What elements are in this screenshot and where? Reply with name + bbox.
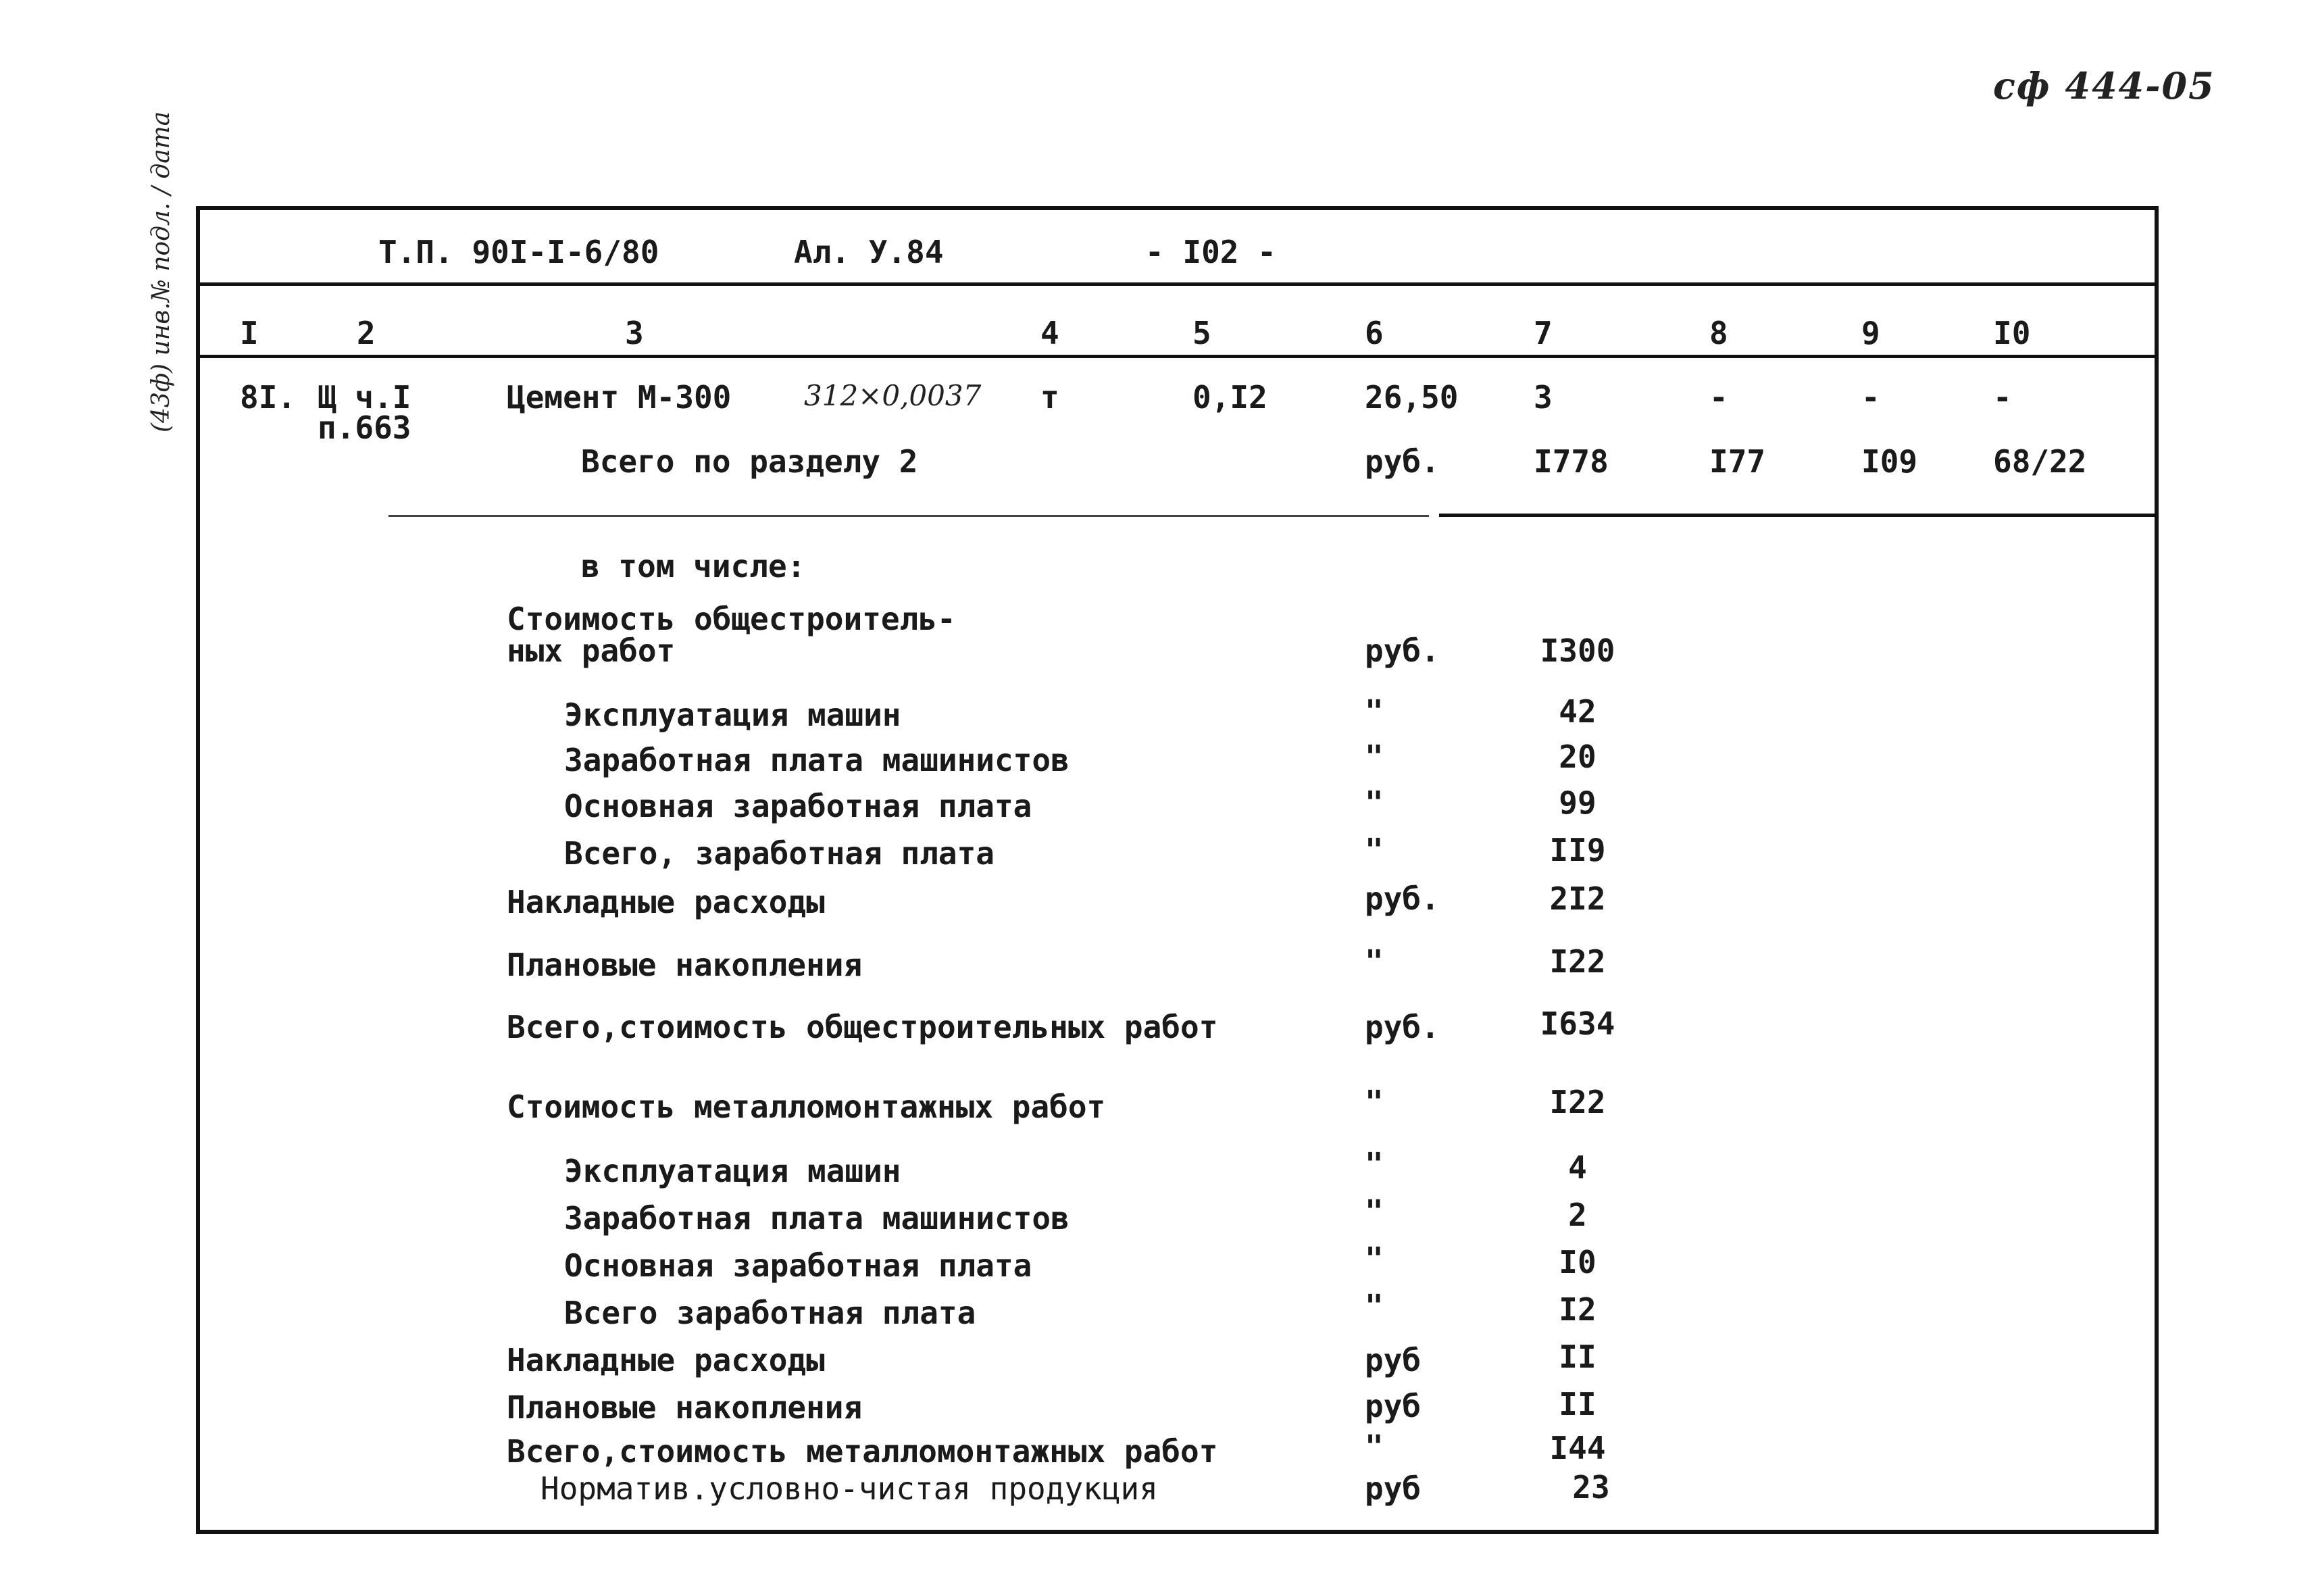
section-total-col10: 68/22 (1993, 443, 2087, 480)
breakdown-name: Заработная плата машинистов (564, 1200, 1070, 1237)
breakdown-unit: " (1365, 1146, 1384, 1182)
breakdown-name: Стоимость общестроитель- (507, 601, 956, 637)
project-number: Т.П. 90I-I-6/80 (378, 234, 659, 270)
breakdown-unit: руб. (1365, 1009, 1440, 1045)
breakdown-unit: руб. (1365, 632, 1440, 669)
item-price: 26,50 (1365, 379, 1459, 416)
breakdown-unit: " (1365, 1288, 1384, 1324)
breakdown-value: 2 (1568, 1197, 1587, 1233)
breakdown-name: Всего,стоимость общестроительных работ (507, 1009, 1218, 1045)
breakdown-name: Накладные расходы (507, 1342, 825, 1378)
column-header-7: 7 (1534, 315, 1553, 351)
breakdown-name: Эксплуатация машин (564, 697, 901, 733)
breakdown-unit: " (1365, 1241, 1384, 1277)
breakdown-value: I634 (1540, 1005, 1615, 1042)
norm-code-item: п.663 (318, 409, 411, 446)
breakdown-name-cont: ных работ (507, 632, 676, 669)
breakdown-value: I22 (1549, 943, 1606, 980)
column-header-divider (199, 355, 2155, 358)
handwritten-calculation: 312×0,0037 (804, 379, 982, 412)
breakdown-name: Норматив.условно-чистая продукция (540, 1470, 1158, 1507)
breakdown-value: I22 (1549, 1084, 1606, 1120)
breakdown-unit: " (1365, 1193, 1384, 1230)
breakdown-value: 2I2 (1549, 880, 1606, 917)
breakdown-name: Плановые накопления (507, 1389, 863, 1426)
item-col8: - (1709, 379, 1728, 416)
breakdown-unit: руб (1365, 1388, 1422, 1424)
breakdown-name: Стоимость металломонтажных работ (507, 1089, 1106, 1125)
side-inventory-note: (43ф) инв.№ подл. / дата (147, 111, 175, 432)
section-total-col8: I77 (1709, 443, 1766, 480)
row-number: 8I. (240, 379, 297, 416)
breakdown-unit: " (1365, 1428, 1384, 1465)
item-total: 3 (1534, 379, 1553, 416)
breakdown-title: в том числе: (581, 548, 806, 584)
breakdown-value: 4 (1568, 1149, 1587, 1186)
breakdown-value: I2 (1559, 1291, 1596, 1328)
breakdown-name: Всего, заработная плата (564, 835, 995, 872)
item-col9: - (1861, 379, 1880, 416)
norm-code: Щ ч.I (318, 379, 411, 416)
breakdown-value: II (1559, 1339, 1596, 1375)
column-header-1: I (240, 315, 259, 351)
breakdown-unit: " (1365, 693, 1384, 730)
column-header-9: 9 (1861, 315, 1880, 351)
breakdown-value: 42 (1559, 693, 1596, 730)
breakdown-value: 23 (1572, 1469, 1610, 1505)
item-unit: т (1040, 379, 1059, 416)
section-total-divider-right (1439, 514, 2155, 517)
breakdown-value: I300 (1540, 632, 1615, 669)
item-quantity: 0,I2 (1192, 379, 1267, 416)
breakdown-unit: руб. (1365, 880, 1440, 917)
item-name: Цемент М-300 (507, 379, 732, 416)
breakdown-value: II9 (1549, 832, 1606, 868)
breakdown-name: Эксплуатация машин (564, 1153, 901, 1189)
document-code: сф 444-05 (1993, 64, 2215, 107)
column-header-10: I0 (1993, 315, 2031, 351)
breakdown-value: 99 (1559, 784, 1596, 821)
album-number: Ал. У.84 (794, 234, 944, 270)
breakdown-name: Заработная плата машинистов (564, 742, 1070, 778)
section-total-col9: I09 (1861, 443, 1918, 480)
breakdown-name: Плановые накопления (507, 947, 863, 983)
section-total-label: Всего по разделу 2 (581, 443, 918, 480)
breakdown-name: Всего заработная плата (564, 1295, 976, 1331)
section-total-col7: I778 (1534, 443, 1609, 480)
breakdown-unit: руб (1365, 1342, 1422, 1378)
column-header-8: 8 (1709, 315, 1728, 351)
breakdown-value: I44 (1549, 1430, 1606, 1466)
section-total-unit: руб. (1365, 443, 1440, 480)
column-header-4: 4 (1040, 315, 1059, 351)
section-total-divider (388, 515, 1429, 517)
breakdown-value: 20 (1559, 739, 1596, 775)
breakdown-unit: руб (1365, 1470, 1422, 1507)
breakdown-unit: " (1365, 943, 1384, 980)
breakdown-name: Накладные расходы (507, 884, 825, 920)
breakdown-unit: " (1365, 1084, 1384, 1120)
column-header-2: 2 (357, 315, 376, 351)
breakdown-value: II (1559, 1386, 1596, 1422)
breakdown-unit: " (1365, 739, 1384, 775)
page-number: - I02 - (1145, 234, 1276, 270)
item-col10: - (1993, 379, 2012, 416)
breakdown-value: I0 (1559, 1244, 1596, 1280)
breakdown-name: Всего,стоимость металломонтажных работ (507, 1433, 1218, 1470)
breakdown-unit: " (1365, 832, 1384, 868)
breakdown-name: Основная заработная плата (564, 788, 1032, 824)
breakdown-name: Основная заработная плата (564, 1247, 1032, 1284)
column-header-3: 3 (625, 315, 644, 351)
column-header-6: 6 (1365, 315, 1384, 351)
header-divider (199, 282, 2155, 286)
column-header-5: 5 (1192, 315, 1211, 351)
breakdown-unit: " (1365, 784, 1384, 821)
